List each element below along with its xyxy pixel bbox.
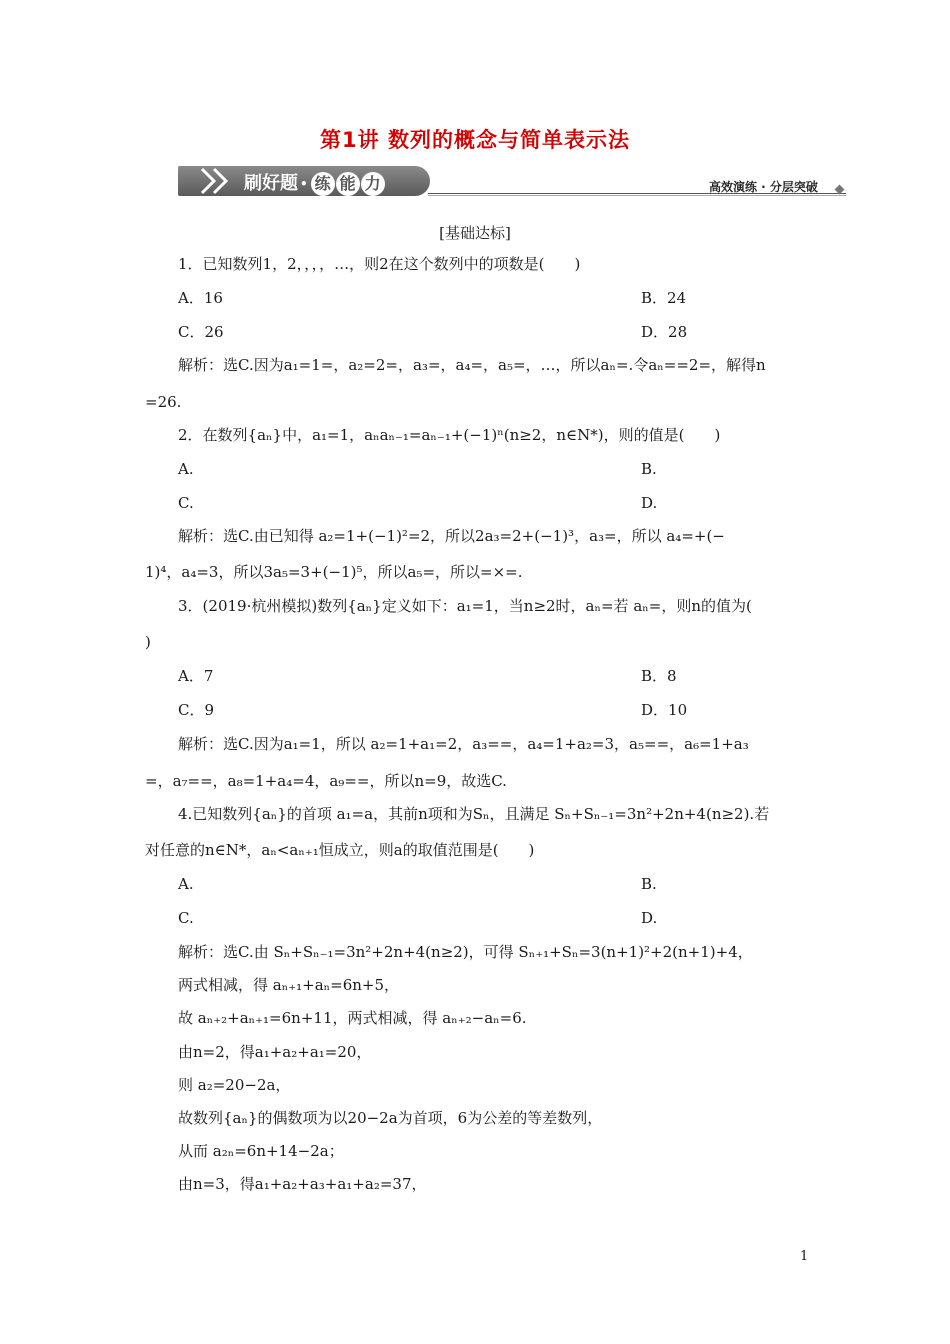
banner-char-3: 力: [361, 172, 385, 196]
option-a: A.: [178, 460, 194, 478]
section-banner: [178, 166, 430, 196]
question-1: 1．已知数列1，2，，，，…，则2在这个数列中的项数是( ): [178, 255, 581, 273]
section-heading: [基础达标]: [439, 224, 511, 242]
solution-line: =，a₇==，a₈=1+a₄=4，a₉==，所以n=9，故选C.: [145, 772, 507, 790]
solution-line: 由n=2，得a₁+a₂+a₁=20，: [178, 1043, 372, 1061]
chevron-right-icon: [198, 166, 238, 196]
solution-line: 故 aₙ₊₂+aₙ₊₁=6n+11，两式相减，得 aₙ₊₂−aₙ=6.: [178, 1009, 527, 1027]
option-d: D．28: [641, 323, 688, 341]
solution-line: 解析：选C.由已知得 a₂=1+(−1)²=2，所以2a₃=2+(−1)³，a₃=，所以 a₄=+(−: [178, 527, 725, 545]
option-d: D.: [641, 494, 658, 512]
option-d: D.: [641, 909, 658, 927]
option-c: C.: [178, 494, 194, 512]
option-a: A．7: [178, 667, 214, 685]
question-4: 4.已知数列{aₙ}的首项 a₁=a，其前n项和为Sₙ，且满足 Sₙ+Sₙ₋₁=3n²+2n+4(n≥2).若: [178, 805, 770, 823]
option-b: B.: [641, 875, 657, 893]
solution-line: 则 a₂=20−2a，: [178, 1076, 291, 1094]
solution-line: 故数列{aₙ}的偶数项为以20−2a为首项，6为公差的等差数列，: [178, 1109, 603, 1127]
option-c: C.: [178, 909, 194, 927]
question-3-cont: ): [145, 633, 151, 651]
question-4-cont: 对任意的n∈N*，aₙ<aₙ₊₁恒成立，则a的取值范围是( ): [145, 841, 535, 859]
header-tagline: 高效演练 · 分层突破: [709, 180, 818, 194]
option-d: D．10: [641, 701, 688, 719]
solution-line: 由n=3，得a₁+a₂+a₃+a₁+a₂=37，: [178, 1175, 427, 1193]
solution-line: =26.: [145, 393, 182, 411]
option-a: A．16: [178, 289, 223, 307]
option-b: B．24: [641, 289, 687, 307]
banner-text: [244, 169, 385, 196]
page-title: 第1讲 数列的概念与简单表示法: [320, 128, 630, 152]
banner-char-2: 能: [336, 172, 360, 196]
option-a: A.: [178, 875, 194, 893]
solution-line: 从而 a₂ₙ=6n+14−2a；: [178, 1142, 344, 1160]
solution-line: 解析：选C.因为a₁=1=，a₂=2=，a₃=，a₄=，a₅=，…，所以aₙ=.令aₙ==2=，解得n: [178, 356, 766, 374]
solution-line: 解析：选C.因为a₁=1，所以 a₂=1+a₁=2，a₃==，a₄=1+a₂=3，a₅==，a₆=1+a₃: [178, 735, 749, 753]
option-c: C．9: [178, 701, 215, 719]
option-b: B．8: [641, 667, 677, 685]
solution-line: 1)⁴，a₄=3，所以3a₅=3+(−1)⁵，所以a₅=，所以=×=.: [145, 563, 523, 581]
question-3: 3．(2019·杭州模拟)数列{aₙ}定义如下：a₁=1，当n≥2时，aₙ=若 aₙ=，则n的值为(: [178, 597, 752, 615]
banner-char-1: 练: [311, 172, 335, 196]
banner-label: 刷好题: [244, 173, 298, 194]
question-2: 2．在数列{aₙ}中，a₁=1，aₙaₙ₋₁=aₙ₋₁+(−1)ⁿ(n≥2，n∈N*)，则的值是( ): [178, 426, 721, 444]
page-number: 1: [800, 1249, 809, 1264]
option-c: C．26: [178, 323, 224, 341]
solution-line: 解析：选C.由 Sₙ+Sₙ₋₁=3n²+2n+4(n≥2)，可得 Sₙ₊₁+Sₙ=3(n+1)²+2(n+1)+4，: [178, 943, 753, 961]
banner-dot: •: [300, 177, 308, 191]
option-b: B.: [641, 460, 657, 478]
solution-line: 两式相减，得 aₙ₊₁+aₙ=6n+5，: [178, 976, 400, 994]
